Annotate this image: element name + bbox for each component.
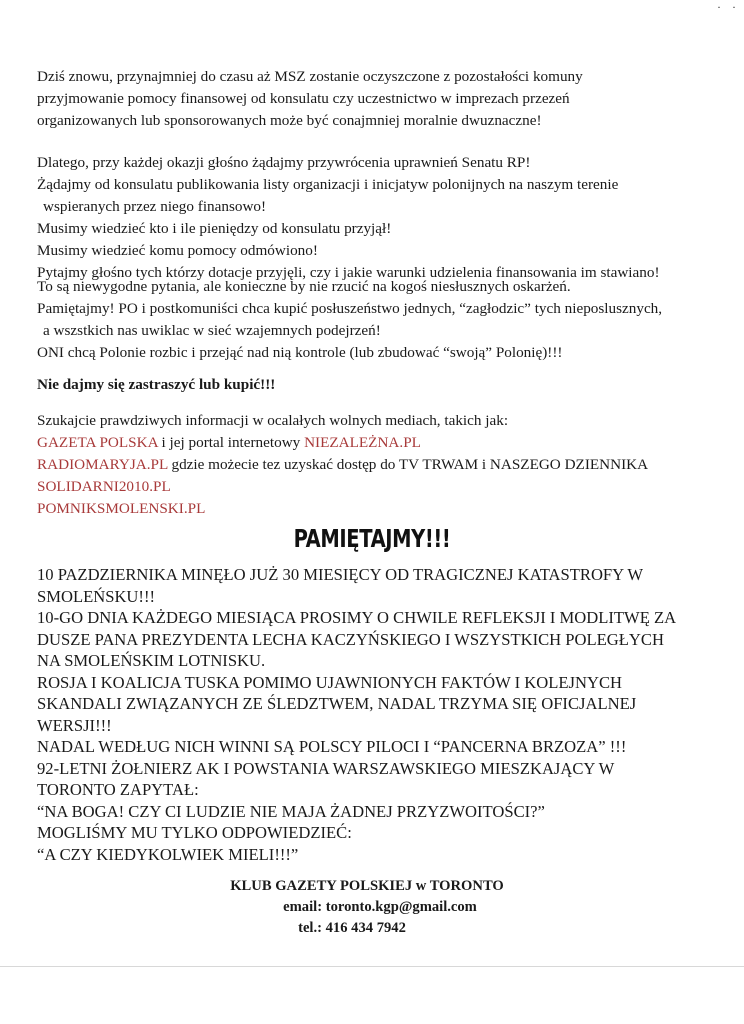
link-pomniksmolenski[interactable]: POMNIKSMOLENSKI.PL bbox=[37, 500, 206, 517]
text-line: Pytajmy głośno tych którzy dotacje przyjęli, czy i jakie warunki udzielenia finansowania im stawiano! bbox=[37, 264, 660, 281]
text-line: Dziś znowu, przynajmniej do czasu aż MSZ zostanie oczyszczone z pozostałości komuny bbox=[37, 68, 583, 85]
paragraph-zadajmy bbox=[37, 152, 727, 284]
text-line: Musimy wiedzieć kto i ile pieniędzy od konsulatu przyjął! bbox=[37, 220, 392, 237]
media-line-2-text: gdzie możecie tez uzyskać dostęp do TV TRWAM i NASZEGO DZIENNIKA bbox=[167, 456, 649, 473]
paragraph-pytania bbox=[37, 276, 727, 364]
caps-line: NA SMOLEŃSKIM LOTNISKU. bbox=[37, 651, 266, 670]
caps-line: 10-GO DNIA KAŻDEGO MIESIĄCA PROSIMY O CHWILE REFLEKSJI I MODLITWĘ ZA bbox=[37, 608, 677, 627]
link-solidarni2010[interactable]: SOLIDARNI2010.PL bbox=[37, 478, 171, 495]
media-line-1 bbox=[37, 432, 727, 454]
footer-contact bbox=[0, 876, 744, 939]
caps-line: SKANDALI ZWIĄZANYCH ZE ŚLEDZTWEM, NADAL TRZYMA SIĘ OFICJALNEJ bbox=[37, 694, 637, 713]
link-niezalezna[interactable]: NIEZALEŻNA.PL bbox=[304, 434, 421, 451]
text-line: Żądajmy od konsulatu publikowania listy organizacji i inicjatyw polonijnych na naszym terenie bbox=[37, 176, 619, 193]
caps-line: WERSJI!!! bbox=[37, 715, 112, 735]
heading-pamietajmy: PAMIĘTAJMY!!! bbox=[293, 524, 451, 553]
bold-appeal: Nie dajmy się zastraszyć lub kupić!!! bbox=[37, 376, 276, 393]
media-list bbox=[37, 410, 727, 520]
media-line-1-text: i jej portal internetowy bbox=[157, 434, 305, 451]
corner-mark: · · bbox=[717, 0, 740, 14]
caps-line: MOGLIŚMY MU TYLKO ODPOWIEDZIEĆ: bbox=[37, 823, 352, 842]
caps-line: “A CZY KIEDYKOLWIEK MIELI!!!” bbox=[37, 844, 299, 864]
link-radiomaryja[interactable]: RADIOMARYJA.PL bbox=[37, 456, 168, 473]
text-line: organizowanych lub sponsorowanych może być conajmniej moralnie dwuznaczne! bbox=[37, 112, 542, 129]
footer-phone: tel.: 416 434 7942 bbox=[298, 920, 406, 936]
text-line: a wszstkich nas uwiklac w sieć wzajemnych podejrzeń! bbox=[43, 322, 381, 339]
text-line: przyjmowanie pomocy finansowej od konsulatu czy uczestnictwo w imprezach przezeń bbox=[37, 90, 570, 107]
text-line: wspieranych przez niego finansowo! bbox=[43, 198, 267, 215]
paragraph-konsulat bbox=[37, 66, 727, 132]
media-line-2 bbox=[37, 454, 727, 476]
caps-line: DUSZE PANA PREZYDENTA LECHA KACZYŃSKIEGO I WSZYSTKICH POLEGŁYCH bbox=[37, 629, 664, 649]
text-line: ONI chcą Polonie rozbic i przejąć nad nią kontrole (lub zbudować “swoją” Polonię)!!! bbox=[37, 344, 563, 361]
caps-line: “NA BOGA! CZY CI LUDZIE NIE MAJA ŻADNEJ PRZYZWOITOŚCI?” bbox=[37, 801, 545, 821]
page-edge-divider bbox=[0, 966, 744, 967]
caps-line: SMOLEŃSKU!!! bbox=[37, 586, 155, 606]
text-line: Musimy wiedzieć komu pomocy odmówiono! bbox=[37, 242, 318, 259]
caps-line: ROSJA I KOALICJA TUSKA POMIMO UJAWNIONYCH FAKTÓW I KOLEJNYCH bbox=[37, 672, 623, 692]
footer-email[interactable]: email: toronto.kgp@gmail.com bbox=[283, 899, 477, 915]
caps-line: NADAL WEDŁUG NICH WINNI SĄ POLSCY PILOCI I “PANCERNA BRZOZA” !!! bbox=[37, 737, 627, 756]
text-line: To są niewygodne pytania, ale konieczne by nie rzucić na kogoś niesłusznych oskarżeń. bbox=[37, 278, 571, 295]
link-gazeta-polska[interactable]: GAZETA POLSKA bbox=[37, 434, 158, 451]
caps-line: TORONTO ZAPYTAŁ: bbox=[37, 780, 199, 799]
caps-paragraph bbox=[37, 564, 727, 865]
text-line: Dlatego, przy każdej okazji głośno żądajmy przywrócenia uprawnień Senatu RP! bbox=[37, 154, 531, 171]
media-intro: Szukajcie prawdziwych informacji w ocalałych wolnych mediach, takich jak: bbox=[37, 412, 509, 429]
caps-line: 92-LETNI ŻOŁNIERZ AK I POWSTANIA WARSZAWSKIEGO MIESZKAJĄCY W bbox=[37, 758, 615, 778]
caps-line: 10 PAZDZIERNIKA MINĘŁO JUŻ 30 MIESIĘCY OD TRAGICZNEJ KATASTROFY W bbox=[37, 565, 644, 584]
text-line: Pamiętajmy! PO i postkomuniści chca kupić posłuszeństwo jednych, “zagłodzic” tych nieposlusznych, bbox=[37, 300, 663, 317]
footer-club: KLUB GAZETY POLSKIEJ w TORONTO bbox=[230, 878, 504, 894]
